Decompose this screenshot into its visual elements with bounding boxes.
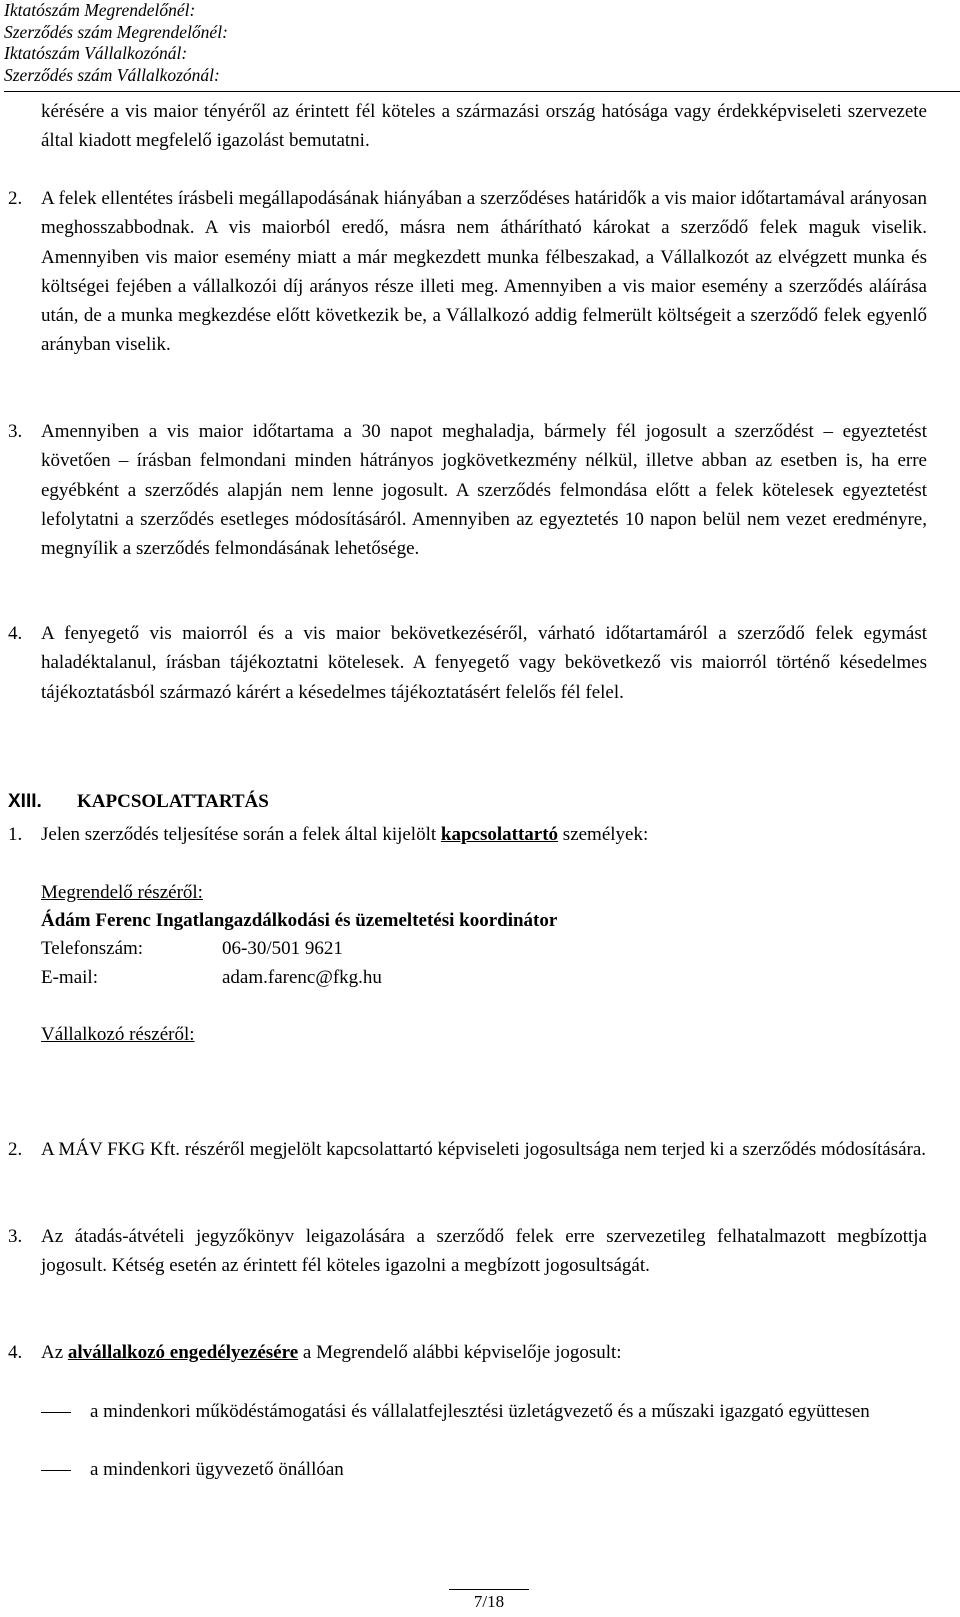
email-label: E-mail: xyxy=(41,967,98,988)
vallalkozo-label: Vállalkozó részéről: xyxy=(41,1024,195,1045)
kapcsolattarto-term: kapcsolattartó xyxy=(440,824,559,845)
item-number: 2. xyxy=(8,1139,23,1160)
paragraph-s4: Az alvállalkozó engedélyezésére a Megrendelő alábbi képviselője jogosult: xyxy=(41,1342,622,1363)
section-number: XIII. xyxy=(8,791,42,812)
phone-label: Telefonszám: xyxy=(41,938,144,959)
header-line: Iktatószám Vállalkozónál: xyxy=(4,43,188,63)
bullet-item: a mindenkori működéstámogatási és vállalatfejlesztési üzletágvezető és a műszaki igazgató együttesen xyxy=(90,1401,870,1422)
contact-name: Ádám Ferenc Ingatlangazdálkodási és üzemeltetési koordinátor xyxy=(41,910,558,931)
paragraph-contact-intro: Jelen szerződés teljesítése során a felek által kijelölt kapcsolattartó személyek: xyxy=(41,824,649,845)
email-value: adam.farenc@fkg.hu xyxy=(222,967,382,988)
megrendelo-label: Megrendelő részéről: xyxy=(41,882,203,903)
header-line: Iktatószám Megrendelőnél: xyxy=(4,0,196,20)
paragraph-item-4: A fenyegető vis maiorról és a vis maior bekövetkezéséről, várható időtartamáról a szerződő felek egymást haladéktalanul, írásban tájékoztatni kötelesek. A fenyegető vagy bekövetkező vis maiorról történő késedelmes tájékoztatásból származó kárért a késedelmes tájékoztatásért felelős fél felel. xyxy=(41,623,927,703)
paragraph-s2: A MÁV FKG Kft. részéről megjelölt kapcsolattartó képviseleti jogosultsága nem terjed ki a szerződés módosítására. xyxy=(41,1139,927,1160)
paragraph-item-3: Amennyiben a vis maior időtartama a 30 napot meghaladja, bármely fél jogosult a szerződést – egyeztetést követően – írásban felmondani minden hátrányos jogkövetkezmény nélkül, illetve abban az esetben is, ha erre egyébként a szerződés alapján nem lenne jogosult. A szerződés felmondása előtt a felek kötelesek egyeztetést lefolytatni a szerződés esetleges módosításáról. Amennyiben az egyeztetés 10 napon belül nem vezet eredményre, megnyílik a szerződés felmondásának lehetősége. xyxy=(41,421,927,560)
phone-value: 06-30/501 9621 xyxy=(222,938,343,959)
section-title: KAPCSOLATTARTÁS xyxy=(77,791,269,812)
bullet-item: a mindenkori ügyvezető önállóan xyxy=(90,1459,344,1480)
page-number: 7/18 xyxy=(473,1592,505,1611)
paragraph-item-2: A felek ellentétes írásbeli megállapodásának hiányában a szerződéses határidők a vis maior időtartamával arányosan meghosszabbodnak. A vis maiorból eredő, másra nem áthárítható károkat a szerződő felek maguk viselik. Amennyiben vis maior esemény miatt a már megkezdett munka félbeszakad, a Vállalkozót az elvégzett munka és költségei fejében a vállalkozói díj arányos része illeti meg. Amennyiben a vis maior esemény a szerződés aláírása után, de a munka megkezdése előtt következik be, a Vállalkozó addig felmerült költségeit a szerződő felek egyenlő arányban viselik. xyxy=(41,188,927,356)
header-line: Szerződés szám Vállalkozónál: xyxy=(4,64,220,85)
item-number: 1. xyxy=(8,824,23,845)
item-number: 2. xyxy=(8,188,23,209)
header-line: Szerződés szám Megrendelőnél: xyxy=(4,21,228,42)
item-number: 3. xyxy=(8,1226,23,1247)
item-number: 4. xyxy=(8,623,23,644)
bullet-dash xyxy=(41,1470,71,1471)
footer-rule xyxy=(449,1589,529,1590)
paragraph-s3: Az átadás-átvételi jegyzőkönyv leigazolására a szerződő felek erre szervezetileg felhatalmazott megbízottja jogosult. Kétség esetén az érintett fél köteles igazolni a megbízott jogosultságát. xyxy=(41,1226,927,1277)
document-header xyxy=(4,0,960,92)
alvallalkozo-term: alvállalkozó engedélyezésére xyxy=(67,1342,299,1363)
item-number: 3. xyxy=(8,421,23,442)
bullet-dash xyxy=(41,1412,71,1413)
item-number: 4. xyxy=(8,1342,23,1363)
paragraph-intro: kérésére a vis maior tényéről az érintett fél köteles a származási ország hatósága vagy érdekképviseleti szervezete által kiadott megfelelő igazolást bemutatni. xyxy=(41,101,927,152)
